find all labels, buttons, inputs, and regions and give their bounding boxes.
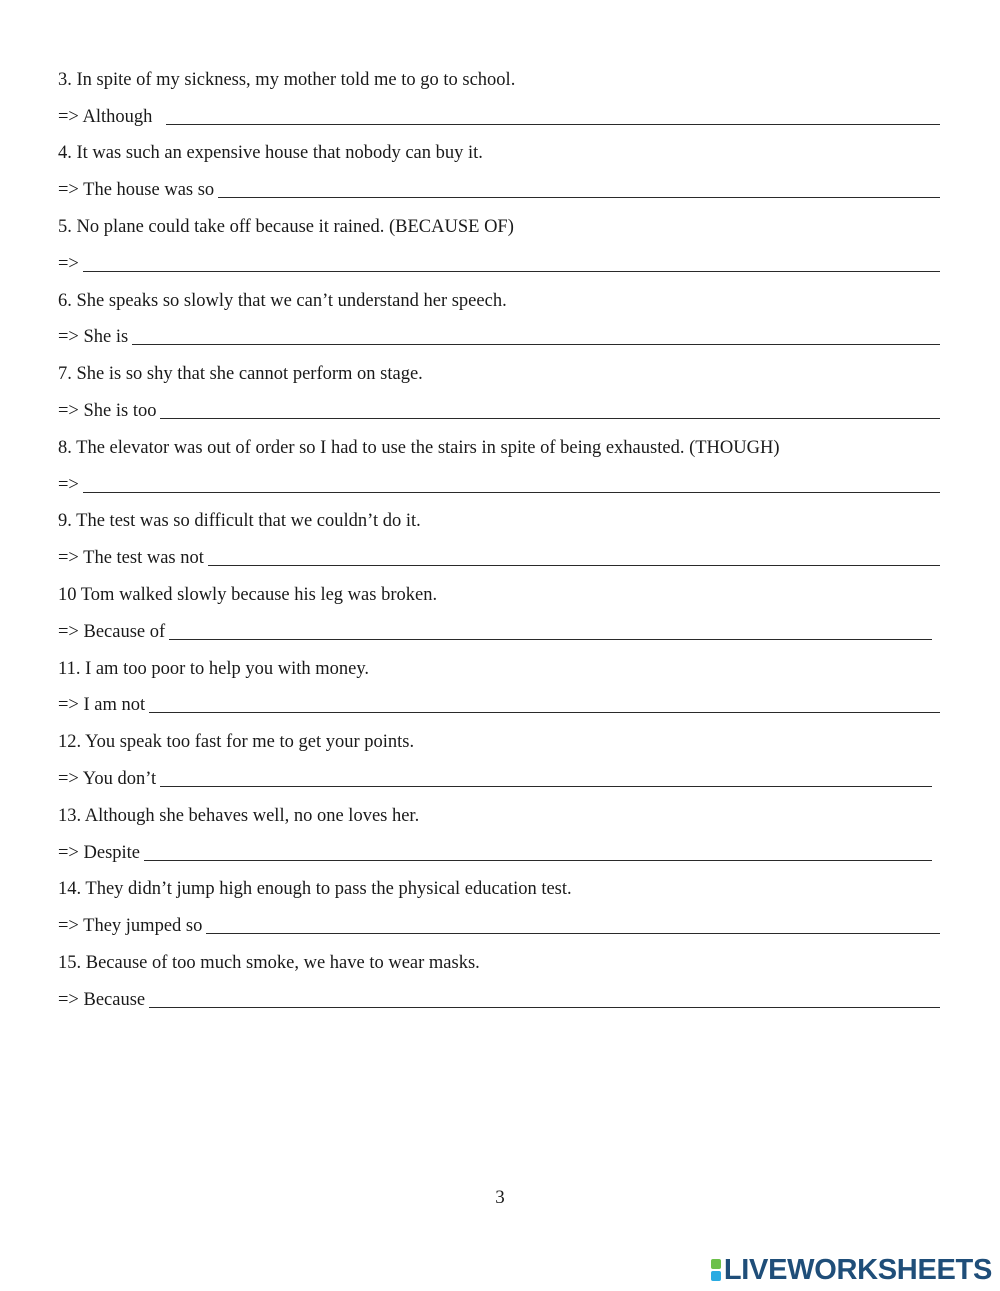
- answer-input-5[interactable]: [83, 253, 940, 272]
- answer-input-9[interactable]: [208, 547, 940, 566]
- answer-prompt: => You don’t: [58, 768, 157, 789]
- page-number: 3: [495, 1187, 505, 1208]
- answer-prompt: => Because of: [58, 621, 166, 642]
- answer-prompt: => She is: [58, 327, 129, 348]
- answer-input-12[interactable]: [160, 768, 932, 787]
- answer-input-10[interactable]: [169, 621, 932, 640]
- answer-line-14: [58, 903, 940, 940]
- answer-input-13[interactable]: [144, 842, 932, 861]
- answer-prompt: => Despite: [58, 842, 141, 863]
- question-text: 7. She is so shy that she cannot perform on stage.: [58, 364, 423, 385]
- question-text: 3. In spite of my sickness, my mother told me to go to school.: [58, 69, 516, 90]
- answer-input-8[interactable]: [83, 474, 940, 493]
- answer-prompt: =>: [58, 253, 79, 274]
- question-12: [58, 719, 940, 756]
- answer-input-7[interactable]: [160, 400, 940, 419]
- question-text: 6. She speaks so slowly that we can’t understand her speech.: [58, 290, 507, 311]
- answer-line-8: [58, 462, 940, 499]
- answer-line-15: [58, 977, 940, 1014]
- question-text: 4. It was such an expensive house that nobody can buy it.: [58, 143, 483, 164]
- answer-input-11[interactable]: [149, 694, 940, 713]
- question-9: [58, 499, 940, 536]
- logo-block-green: [711, 1259, 721, 1269]
- question-7: [58, 351, 940, 388]
- question-text: 12. You speak too fast for me to get your points.: [58, 732, 415, 753]
- answer-line-5: [58, 241, 940, 278]
- question-13: [58, 793, 940, 830]
- answer-line-13: [58, 830, 940, 867]
- answer-prompt: => Although: [58, 106, 153, 127]
- answer-input-3[interactable]: [166, 106, 940, 125]
- question-text: 13. Although she behaves well, no one loves her.: [58, 805, 420, 826]
- question-8: [58, 425, 940, 462]
- answer-line-6: [58, 315, 940, 352]
- brand-name: LIVEWORKSHEETS: [723, 1253, 992, 1286]
- question-text: 11. I am too poor to help you with money.: [58, 658, 370, 679]
- logo-block-blue: [711, 1271, 721, 1281]
- answer-prompt: => They jumped so: [58, 916, 203, 937]
- liveworksheets-logo-icon: [711, 1259, 721, 1281]
- liveworksheets-brand[interactable]: [711, 1253, 992, 1287]
- question-3: [58, 57, 940, 94]
- question-6: [58, 278, 940, 315]
- answer-prompt: => I am not: [58, 695, 146, 716]
- answer-input-4[interactable]: [218, 179, 940, 198]
- answer-prompt: => She is too: [58, 400, 157, 421]
- question-text: 9. The test was so difficult that we couldn’t do it.: [58, 511, 421, 532]
- answer-line-4: [58, 167, 940, 204]
- question-14: [58, 867, 940, 904]
- answer-prompt: => The test was not: [58, 548, 204, 569]
- answer-line-9: [58, 535, 940, 572]
- answer-input-6[interactable]: [132, 326, 940, 345]
- worksheet: [58, 57, 940, 1014]
- answer-line-10: [58, 609, 940, 646]
- answer-line-11: [58, 683, 940, 720]
- answer-line-3: [58, 94, 940, 131]
- answer-input-15[interactable]: [149, 989, 940, 1008]
- question-text: 8. The elevator was out of order so I had to use the stairs in spite of being exhausted. (THOUGH): [58, 437, 780, 458]
- question-10: [58, 572, 940, 609]
- answer-prompt: => Because: [58, 989, 146, 1010]
- question-text: 14. They didn’t jump high enough to pass the physical education test.: [58, 879, 572, 900]
- question-text: 10 Tom walked slowly because his leg was broken.: [58, 584, 438, 605]
- question-5: [58, 204, 940, 241]
- answer-line-7: [58, 388, 940, 425]
- question-15: [58, 940, 940, 977]
- question-text: 5. No plane could take off because it rained. (BECAUSE OF): [58, 216, 514, 237]
- question-text: 15. Because of too much smoke, we have to wear masks.: [58, 952, 480, 973]
- answer-prompt: =>: [58, 474, 79, 495]
- answer-input-14[interactable]: [206, 915, 940, 934]
- answer-line-12: [58, 756, 940, 793]
- question-11: [58, 646, 940, 683]
- question-4: [58, 131, 940, 168]
- answer-prompt: => The house was so: [58, 180, 215, 201]
